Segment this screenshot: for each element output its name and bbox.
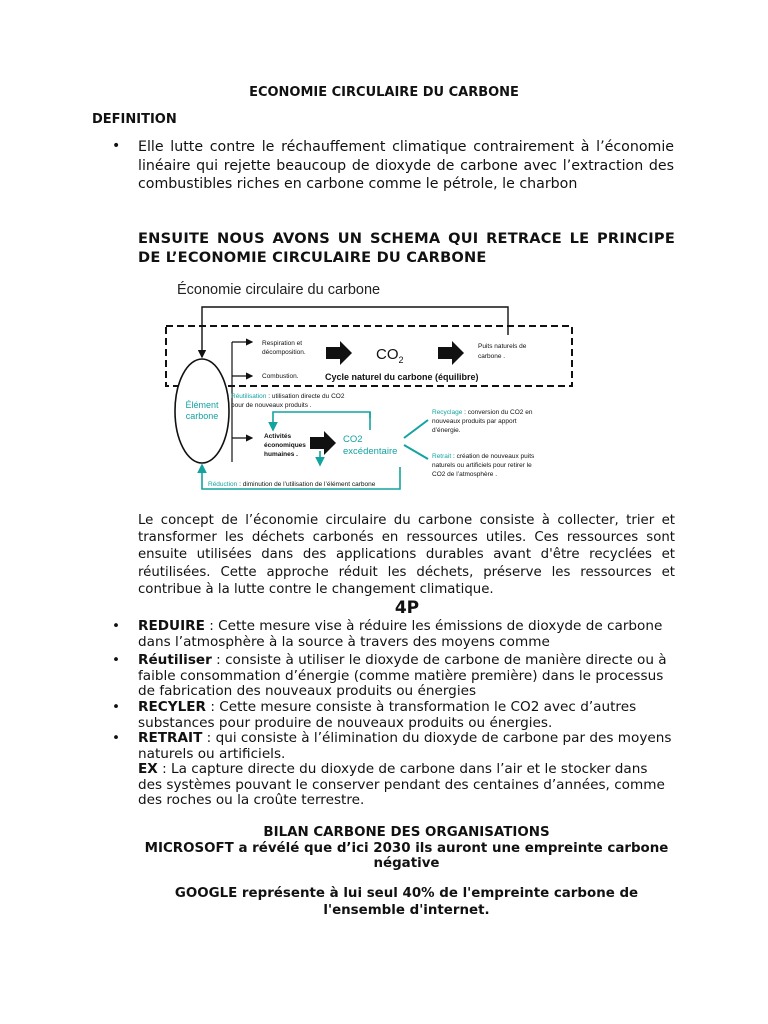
bilan-block <box>138 825 675 872</box>
activites-line3: humaines . <box>264 451 298 458</box>
p-item-keyword: Réutiliser <box>138 652 212 668</box>
p-item-text: : qui consiste à l’élimination du dioxyde de carbone par des moyens naturels ou artificiels. <box>138 730 672 762</box>
google-statement: GOOGLE représente à lui seul 40% de l'empreinte carbone de l'ensemble d'internet. <box>174 886 639 918</box>
combustion-label: Combustion. <box>262 373 299 380</box>
thick-arrow-to-puits <box>438 341 464 365</box>
reutilisation-loop-arrow <box>273 412 370 430</box>
bullet-icon: • <box>112 699 121 715</box>
recyclage-line2: nouveaux produits par apport <box>432 418 517 425</box>
bilan-heading: BILAN CARBONE DES ORGANISATIONS <box>263 825 550 840</box>
p-item-reutiliser <box>112 653 675 700</box>
thick-arrow-to-co2 <box>326 341 352 365</box>
p-item-text: : consiste à utiliser le dioxyde de carbone de manière directe ou à faible consommation d’énergie (comme matière première) dans le processus de fabrication des nouveaux produits ou énergies <box>138 652 667 699</box>
fourp-heading: 4P <box>394 598 420 618</box>
element-label-line1: Élément <box>185 400 219 410</box>
concept-paragraph: Le concept de l’économie circulaire du carbone consiste à collecter, trier et transformer les déchets carbonés en ressources utiles. Ces ressources sont ensuite utilisées dans des applications durables avant d'être recyclées et réutilisées. Cette approche réduit les déchets, préserve les ressources et contribue à la lutte contre le changement climatique. <box>138 513 675 597</box>
reduction-label: Réduction : diminution de l’utilisation de l’élément carbone <box>208 481 376 488</box>
schema-heading: ENSUITE NOUS AVONS UN SCHEMA QUI RETRACE LE PRINCIPE DE L’ECONOMIE CIRCULAIRE DU CARBONE <box>138 230 675 266</box>
retrait-label: Retrait : création de nouveaux puits <box>432 453 535 460</box>
definition-heading: DEFINITION <box>92 112 177 127</box>
example-keyword: EX <box>138 761 158 777</box>
bullet-icon: • <box>112 618 121 634</box>
activites-line2: économiques <box>264 442 306 449</box>
document-title: ECONOMIE CIRCULAIRE DU CARBONE <box>249 85 519 100</box>
thick-arrow-to-excedentaire <box>310 431 336 455</box>
respiration-line2: décomposition. <box>262 349 306 356</box>
recyclage-line3: d’énergie. <box>432 427 461 434</box>
p-item-retrait <box>112 731 675 809</box>
microsoft-statement: MICROSOFT a révélé que d’ici 2030 ils auront une empreinte carbone négative <box>144 840 669 872</box>
bullet-icon: • <box>112 652 121 668</box>
reutilisation-line2: pour de nouveaux produits . <box>231 402 312 409</box>
recyclage-line <box>404 420 428 438</box>
co2-excedentaire-line2: excédentaire <box>343 446 398 457</box>
p-item-text: : Cette mesure consiste à transformation le CO2 avec d’autres substances pour produire de nouveaux produits ou énergies. <box>138 699 637 731</box>
retrait-line2: naturels ou artificiels pour retirer le <box>432 462 532 469</box>
co2-main-label: $CO_2$ <box>376 346 404 365</box>
recyclage-label: Recyclage : conversion du CO2 en <box>432 409 533 416</box>
co2-excedentaire-line1: CO2 <box>343 434 363 445</box>
reutilisation-label: Réutilisation : utilisation directe du CO2 <box>231 393 345 400</box>
respiration-line1: Respiration et <box>262 340 303 347</box>
p-item-recyler <box>112 700 675 731</box>
bullet-icon: • <box>112 730 121 746</box>
p-item-body <box>138 653 675 700</box>
p-item-body <box>138 731 675 809</box>
retrait-line3: CO2 de l’atmosphère . <box>432 471 498 478</box>
bullet-icon: • <box>112 138 121 154</box>
retrait-line <box>404 445 428 459</box>
p-item-reduire <box>112 619 675 650</box>
p-item-keyword: RECYLER <box>138 699 206 715</box>
p-item-body <box>138 700 675 731</box>
cycle-naturel-label: Cycle naturel du carbone (équilibre) <box>325 372 479 382</box>
definition-bullet <box>112 138 674 194</box>
definition-text: Elle lutte contre le réchauffement climatique contrairement à l’économie linéaire qui rejette beaucoup de dioxyde de carbone avec l’extraction des combustibles riches en carbone comme le pétrole, le charbon <box>138 139 674 192</box>
p-item-keyword: RETRAIT <box>138 730 203 746</box>
element-label-line2: carbone <box>185 411 219 421</box>
carbon-circular-economy-diagram <box>160 277 590 497</box>
p-item-body <box>138 619 675 650</box>
feedback-loop-arrow <box>202 307 508 357</box>
example-text: : La capture directe du dioxyde de carbone dans l’air et le stocker dans des systèmes pouvant le conserver pendant des centaines d’années, comme des roches ou la croûte terrestre. <box>138 761 665 808</box>
p-item-keyword: REDUIRE <box>138 618 205 634</box>
puits-line1: Puits naturels de <box>478 343 527 350</box>
puits-line2: carbone . <box>478 353 506 360</box>
p-item-text: : Cette mesure vise à réduire les émissions de dioxyde de carbone dans l’atmosphère à la source à travers des moyens comme <box>138 618 663 650</box>
diagram-title: Économie circulaire du carbone <box>177 282 381 298</box>
activites-line1: Activités <box>264 433 292 440</box>
